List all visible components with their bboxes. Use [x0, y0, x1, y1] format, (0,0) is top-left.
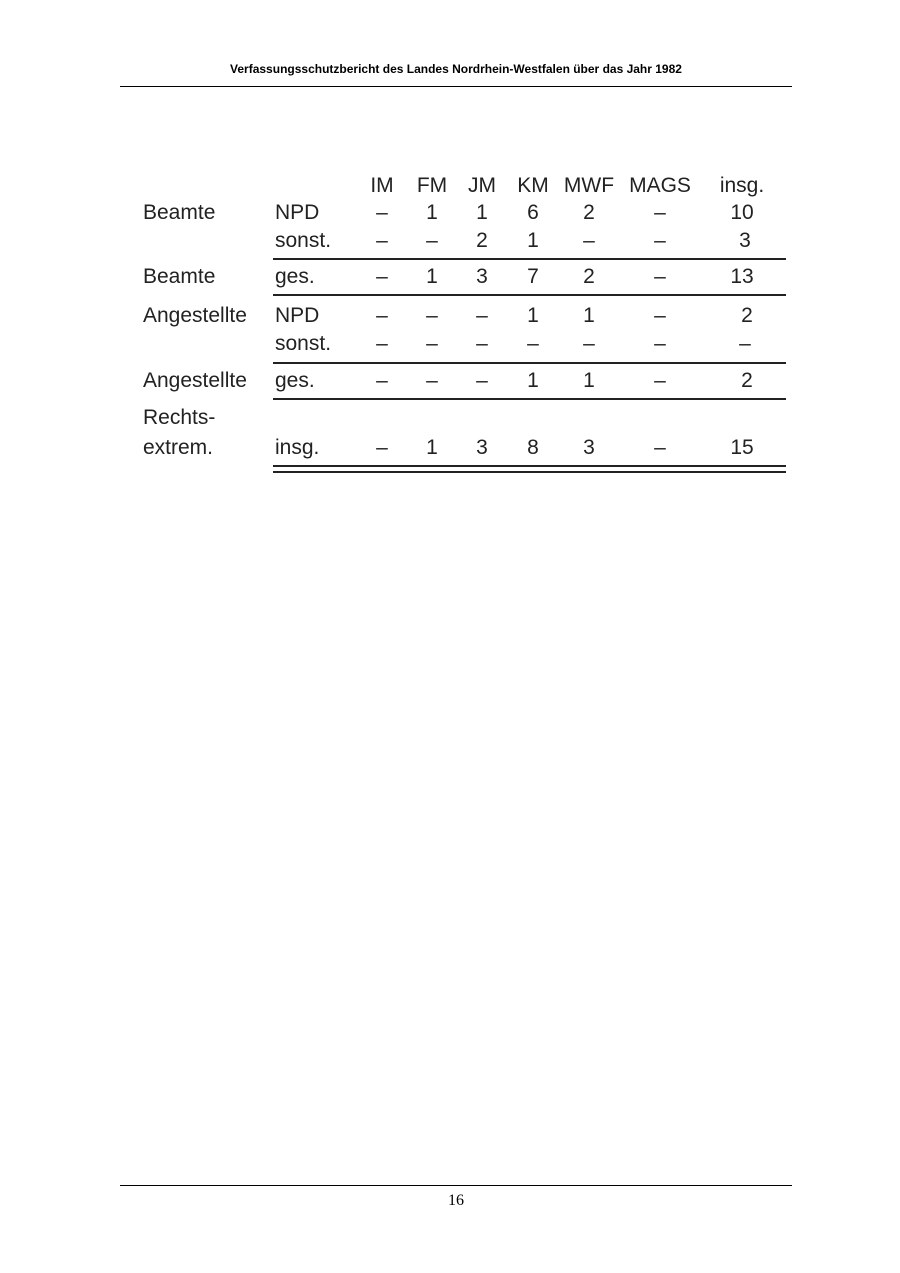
table-cell: –: [376, 369, 388, 392]
row-group-label: Beamte: [143, 265, 216, 288]
table-cell: 8: [527, 436, 539, 459]
table-cell: –: [654, 201, 666, 224]
table-cell: 2: [741, 369, 753, 392]
table-cell: –: [654, 369, 666, 392]
table-cell: –: [426, 332, 438, 355]
table-cell: 1: [426, 265, 438, 288]
table-cell: –: [376, 265, 388, 288]
table-cell: 6: [527, 201, 539, 224]
table-double-rule-bottom: [273, 471, 786, 473]
table-cell: 1: [583, 304, 595, 327]
table-cell: 10: [730, 201, 754, 224]
table-cell: 1: [583, 369, 595, 392]
column-header-mags: MAGS: [629, 174, 691, 197]
table-cell: –: [583, 332, 595, 355]
footer-rule: [120, 1185, 792, 1186]
table-cell: 13: [730, 265, 754, 288]
table-cell: 2: [583, 265, 595, 288]
table-cell: 2: [741, 304, 753, 327]
table-cell: –: [654, 304, 666, 327]
row-sub-label: ges.: [275, 265, 315, 288]
table-rule: [273, 362, 786, 364]
row-sub-label: sonst.: [275, 332, 332, 355]
table-cell: –: [476, 304, 488, 327]
column-header-km: KM: [517, 174, 549, 197]
table-double-rule-top: [273, 465, 786, 467]
table-rule: [273, 294, 786, 296]
table-cell: –: [376, 229, 388, 252]
table-cell: –: [654, 229, 666, 252]
table-cell: 1: [426, 436, 438, 459]
row-group-label: Beamte: [143, 201, 216, 224]
row-group-label-continued: extrem.: [143, 436, 214, 459]
table-cell: –: [426, 304, 438, 327]
row-sub-label: NPD: [275, 201, 320, 224]
row-group-label: Angestellte: [143, 304, 247, 327]
page-number: 16: [448, 1192, 464, 1209]
table-cell: 2: [476, 229, 488, 252]
table-rule: [273, 258, 786, 260]
table-cell: –: [527, 332, 539, 355]
column-header-insg: insg.: [719, 174, 765, 197]
column-header-jm: JM: [468, 174, 496, 197]
row-group-label: Rechts-: [143, 406, 216, 429]
table-cell: –: [426, 229, 438, 252]
table-cell: 15: [730, 436, 754, 459]
column-header-mwf: MWF: [563, 174, 615, 197]
table-cell: 1: [527, 229, 539, 252]
table-cell: 1: [426, 201, 438, 224]
column-header-fm: FM: [416, 174, 448, 197]
row-sub-label: NPD: [275, 304, 320, 327]
table-cell: 1: [527, 304, 539, 327]
table-cell: 3: [476, 265, 488, 288]
table-cell: 7: [527, 265, 539, 288]
table-cell: –: [583, 229, 595, 252]
table-cell: –: [426, 369, 438, 392]
table-cell: 3: [583, 436, 595, 459]
table-cell: –: [376, 436, 388, 459]
table-cell: –: [654, 332, 666, 355]
table-cell: –: [476, 369, 488, 392]
row-sub-label: insg.: [275, 436, 320, 459]
table-cell: –: [376, 201, 388, 224]
column-header-im: IM: [370, 174, 394, 197]
row-group-label: Angestellte: [143, 369, 247, 392]
table-cell: 2: [583, 201, 595, 224]
table-cell: –: [476, 332, 488, 355]
table-cell: 3: [476, 436, 488, 459]
table-rule: [273, 398, 786, 400]
table-cell: –: [376, 304, 388, 327]
table-cell: –: [654, 265, 666, 288]
table-cell: 1: [527, 369, 539, 392]
row-sub-label: ges.: [275, 369, 315, 392]
table-cell: –: [739, 332, 751, 355]
row-sub-label: sonst.: [275, 229, 332, 252]
header-rule: [120, 86, 792, 87]
table-cell: –: [654, 436, 666, 459]
table-cell: –: [376, 332, 388, 355]
table-cell: 1: [476, 201, 488, 224]
running-header: Verfassungsschutzbericht des Landes Nordrhein-Westfalen über das Jahr 1982: [230, 62, 682, 76]
table-cell: 3: [739, 229, 751, 252]
